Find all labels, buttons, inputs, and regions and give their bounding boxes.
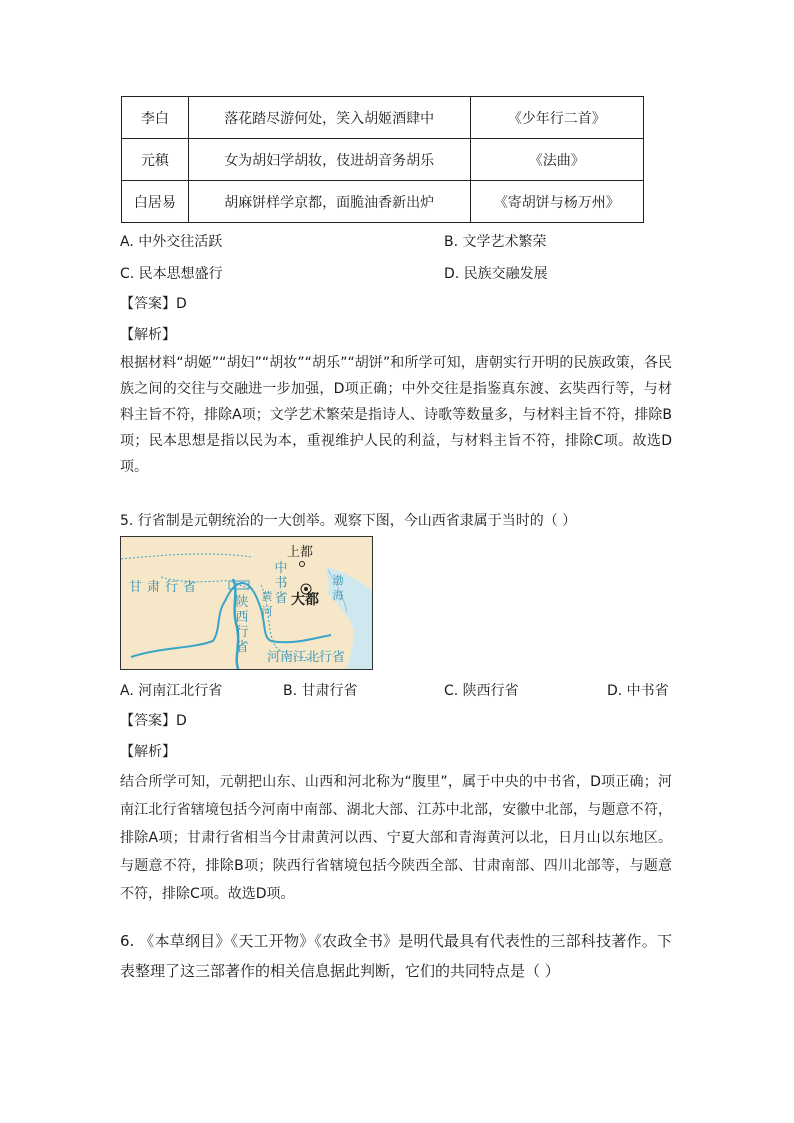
zhongshu-province-label: 中书省 bbox=[274, 561, 288, 606]
work-cell: 《少年行二首》 bbox=[470, 97, 643, 139]
q4-option-b: B. 文学艺术繁荣 bbox=[444, 234, 547, 250]
q5-option-d: D. 中书省 bbox=[607, 683, 669, 699]
poet-cell: 白居易 bbox=[122, 181, 189, 223]
bohai-label: 渤海 bbox=[332, 574, 344, 602]
poem-line-cell: 胡麻饼样学京都，面脆油香新出炉 bbox=[188, 181, 470, 223]
huanghe-label: 黄河 bbox=[261, 590, 273, 618]
shangdu-label: 上都 bbox=[287, 545, 314, 560]
q4-option-c: C. 民本思想盛行 bbox=[120, 266, 223, 282]
q5-analysis: 结合所学可知，元朝把山东、山西和河北称为“腹里”，属于中央的中书省，D项正确；河南江北行省辖境包括今河南中南部、湖北大部、江苏中北部，安徽中北部，与题意不符，排除A项；甘肃行省相当今甘肃黄河以西、宁夏大部和青海黄河以北，日月山以东地区。与题意不符，排除B项；陕西行省辖境包括今陕西全部、甘肃南部、四川北部等，与题意不符，排除C项。故选D项。 bbox=[120, 774, 672, 902]
poem-line-cell: 落花踏尽游何处，笑入胡姬酒肆中 bbox=[188, 97, 470, 139]
q4-option-a: A. 中外交往活跃 bbox=[120, 234, 223, 250]
q5-analysis-label: 【解析】 bbox=[120, 744, 176, 760]
poet-cell: 元稹 bbox=[122, 139, 189, 181]
q4-answer: 【答案】D bbox=[120, 296, 187, 312]
q4-analysis-label: 【解析】 bbox=[120, 327, 176, 343]
poet-cell: 李白 bbox=[122, 97, 189, 139]
q5-option-b: B. 甘肃行省 bbox=[283, 683, 358, 699]
q5-answer: 【答案】D bbox=[120, 713, 187, 729]
shaanxi-province-label: 陕西行省 bbox=[235, 595, 249, 655]
poem-line-cell: 女为胡妇学胡妆，伎进胡音务胡乐 bbox=[188, 139, 470, 181]
dadu-label: 大都 bbox=[291, 592, 319, 608]
table-row bbox=[122, 181, 644, 223]
poem-table bbox=[121, 96, 644, 223]
table-row bbox=[122, 97, 644, 139]
work-cell: 《法曲》 bbox=[470, 139, 643, 181]
q5-stem: 5. 行省制是元朝统治的一大创举。观察下图，今山西省隶属于当时的（ ） bbox=[120, 513, 577, 529]
q5-option-c: C. 陕西行省 bbox=[444, 683, 519, 699]
yuan-province-map bbox=[120, 536, 373, 670]
gansu-province-label: 甘肃行省 bbox=[129, 580, 202, 595]
q4-option-d: D. 民族交融发展 bbox=[444, 266, 548, 282]
q5-option-a: A. 河南江北行省 bbox=[120, 683, 223, 699]
q6-stem: 6. 《本草纲目》《天工开物》《农政全书》是明代最具有代表性的三部科技著作。下表整理了这三部著作的相关信息据此判断，它们的共同特点是（ ） bbox=[120, 932, 672, 980]
henan-province-label: 河南江北行省 bbox=[267, 650, 346, 665]
table-row bbox=[122, 139, 644, 181]
q4-analysis: 根据材料“胡姬”“胡妇”“胡妆”“胡乐”“胡饼”和所学可知，唐朝实行开明的民族政策，各民族之间的交往与交融进一步加强，D项正确；中外交往是指鉴真东渡、玄奘西行等，与材料主旨不符，排除A项；文学艺术繁荣是指诗人、诗歌等数量多，与材料主旨不符，排除B项；民本思想是指以民为本，重视维护人民的利益，与材料主旨不符，排除C项。故选D项。 bbox=[120, 355, 672, 475]
work-cell: 《寄胡饼与杨万州》 bbox=[470, 181, 643, 223]
